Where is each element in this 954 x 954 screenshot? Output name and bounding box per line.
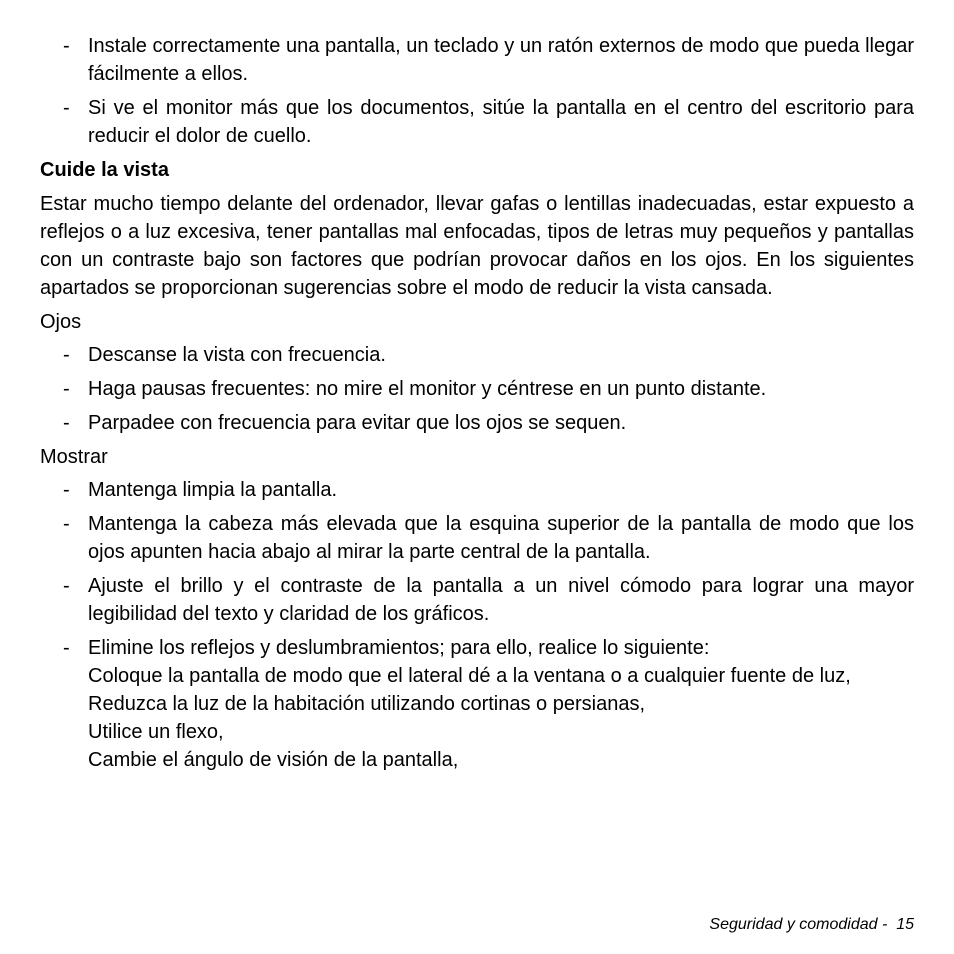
- list-item: [40, 32, 914, 88]
- page-footer: Seguridad y comodidad - 15: [709, 916, 914, 933]
- bullet-dash: -: [63, 344, 70, 366]
- bullet-dash: -: [63, 637, 70, 659]
- list-item: [40, 94, 914, 150]
- bullet-text: Descanse la vista con frecuencia.: [88, 344, 386, 366]
- glare-step: Coloque la pantalla de modo que el lateral dé a la ventana o a cualquier fuente de luz,: [88, 665, 851, 687]
- list-item: [40, 341, 914, 369]
- bullet-dash: -: [63, 479, 70, 501]
- list-item: [40, 510, 914, 566]
- glare-step: Cambie el ángulo de visión de la pantalla,: [88, 749, 459, 771]
- list-item: [40, 375, 914, 403]
- document-page: [40, 32, 914, 780]
- bullet-text: Parpadee con frecuencia para evitar que los ojos se sequen.: [88, 412, 627, 434]
- list-item-glare: [40, 634, 914, 774]
- bullet-dash: -: [63, 35, 70, 57]
- bullet-text: Haga pausas frecuentes: no mire el monitor y céntrese en un punto distante.: [88, 378, 767, 400]
- display-label: Mostrar: [40, 446, 108, 468]
- eyes-bullet-list: [40, 341, 914, 437]
- list-item: [40, 572, 914, 628]
- bullet-dash: -: [63, 575, 70, 597]
- intro-bullet-list: [40, 32, 914, 150]
- section-heading: Cuide la vista: [40, 159, 169, 181]
- bullet-dash: -: [63, 412, 70, 434]
- list-item: [40, 476, 914, 504]
- bullet-text: Ajuste el brillo y el contraste de la pantalla a un nivel cómodo para lograr una mayor legibilidad del texto y claridad de los gráficos.: [88, 575, 914, 625]
- bullet-text: Mantenga la cabeza más elevada que la esquina superior de la pantalla de modo que los ojos apunten hacia abajo al mirar la parte central de la pantalla.: [88, 513, 914, 563]
- section-paragraph: Estar mucho tiempo delante del ordenador, llevar gafas o lentillas inadecuadas, estar expuesto a reflejos o a luz excesiva, tener pantallas mal enfocadas, tipos de letras muy pequeños y pantallas con un contraste bajo son factores que podrían provocar daños en los ojos. En los siguientes apartados se proporcionan sugerencias sobre el modo de reducir la vista cansada.: [40, 193, 914, 299]
- glare-step: Utilice un flexo,: [88, 721, 224, 743]
- bullet-dash: -: [63, 378, 70, 400]
- bullet-dash: -: [63, 513, 70, 535]
- bullet-text: Instale correctamente una pantalla, un teclado y un ratón externos de modo que pueda llegar fácilmente a ellos.: [88, 35, 914, 85]
- display-bullet-list: [40, 476, 914, 774]
- eyes-label: Ojos: [40, 311, 82, 333]
- bullet-text: Mantenga limpia la pantalla.: [88, 479, 338, 501]
- list-item: [40, 409, 914, 437]
- glare-intro: Elimine los reflejos y deslumbramientos; para ello, realice lo siguiente:: [88, 637, 710, 659]
- glare-step: Reduzca la luz de la habitación utilizando cortinas o persianas,: [88, 693, 646, 715]
- bullet-text: Si ve el monitor más que los documentos, sitúe la pantalla en el centro del escritorio para reducir el dolor de cuello.: [88, 97, 914, 147]
- bullet-dash: -: [63, 97, 70, 119]
